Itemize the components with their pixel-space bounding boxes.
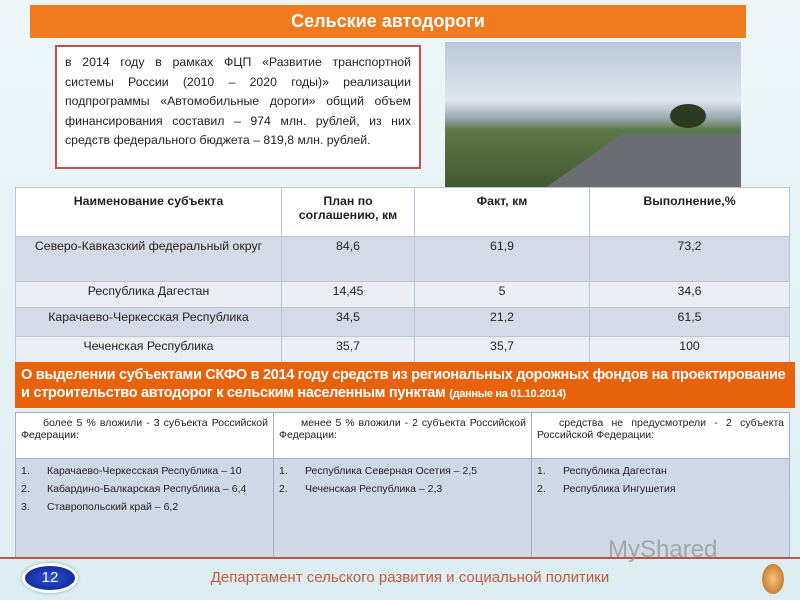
cell: 84,6 bbox=[282, 237, 415, 282]
list-under-5 bbox=[279, 463, 526, 497]
cell: 34,6 bbox=[590, 282, 790, 308]
list-item: 1. Республика Дагестан bbox=[537, 465, 667, 477]
list-over-5 bbox=[21, 463, 268, 515]
funds-banner bbox=[15, 362, 795, 408]
intro-text: в 2014 году в рамках ФЦП «Развитие транспортной системы России (2010 – 2020 годы)» реализации подпрограммы «Автомобильные дороги» общий объем финансирования составил – 974 млн. рублей, из них средств федерального бюджета – 819,8 млн. рублей. bbox=[55, 45, 421, 169]
cell: 34,5 bbox=[282, 308, 415, 337]
table-header bbox=[16, 413, 790, 459]
cell: Чеченская Республика bbox=[16, 337, 282, 363]
list-item: 1. Карачаево-Черкесская Республика – 10 bbox=[21, 465, 242, 477]
list-item: 2. Республика Ингушетия bbox=[537, 483, 676, 495]
header-cell: Наименование субъекта bbox=[16, 188, 282, 237]
cell: 35,7 bbox=[415, 337, 590, 363]
cell: 5 bbox=[415, 282, 590, 308]
emblem-icon bbox=[762, 564, 784, 594]
slide-title: Сельские автодороги bbox=[30, 5, 746, 38]
roads-table bbox=[15, 187, 790, 363]
cell: 73,2 bbox=[590, 237, 790, 282]
header-cell: Факт, км bbox=[415, 188, 590, 237]
list-item: 2. Чеченская Республика – 2,3 bbox=[279, 483, 443, 495]
cell: 61,9 bbox=[415, 237, 590, 282]
list-none bbox=[537, 463, 784, 497]
department-name: Департамент сельского развития и социальной политики bbox=[210, 569, 610, 586]
header-cell: План по соглашению, км bbox=[282, 188, 415, 237]
watermark: MyShared bbox=[608, 536, 718, 563]
table-row bbox=[16, 308, 790, 337]
list-item: 3. Ставропольский край – 6,2 bbox=[21, 501, 179, 513]
table-row bbox=[16, 282, 790, 308]
cell: Северо-Кавказский федеральный округ bbox=[16, 237, 282, 282]
cell: Карачаево-Черкесская Республика bbox=[16, 308, 282, 337]
banner-note: (данные на 01.10.2014) bbox=[449, 388, 566, 400]
banner-text: О выделении субъектами СКФО в 2014 году средств из региональных дорожных фондов на проектирование и строительство автодорог к сельским населенным пунктам bbox=[21, 367, 786, 401]
table-row bbox=[16, 237, 790, 282]
table-row bbox=[16, 337, 790, 363]
cell: Республика Дагестан bbox=[16, 282, 282, 308]
rural-road-photo bbox=[445, 42, 741, 188]
page-number: 12 bbox=[22, 563, 78, 593]
header-cell: средства не предусмотрели - 2 субъекта Российской Федерации: bbox=[532, 413, 790, 459]
header-cell: менее 5 % вложили - 2 субъекта Российской Федерации: bbox=[274, 413, 532, 459]
cell: 61,5 bbox=[590, 308, 790, 337]
cell: 21,2 bbox=[415, 308, 590, 337]
cell: 35,7 bbox=[282, 337, 415, 363]
cell: 14,45 bbox=[282, 282, 415, 308]
list-item: 2. Кабардино-Балкарская Республика – 6,4 bbox=[21, 483, 247, 495]
header-cell: более 5 % вложили - 3 субъекта Российской Федерации: bbox=[16, 413, 274, 459]
cell: 100 bbox=[590, 337, 790, 363]
header-cell: Выполнение,% bbox=[590, 188, 790, 237]
table-header bbox=[16, 188, 790, 237]
list-item: 1. Республика Северная Осетия – 2,5 bbox=[279, 465, 478, 477]
